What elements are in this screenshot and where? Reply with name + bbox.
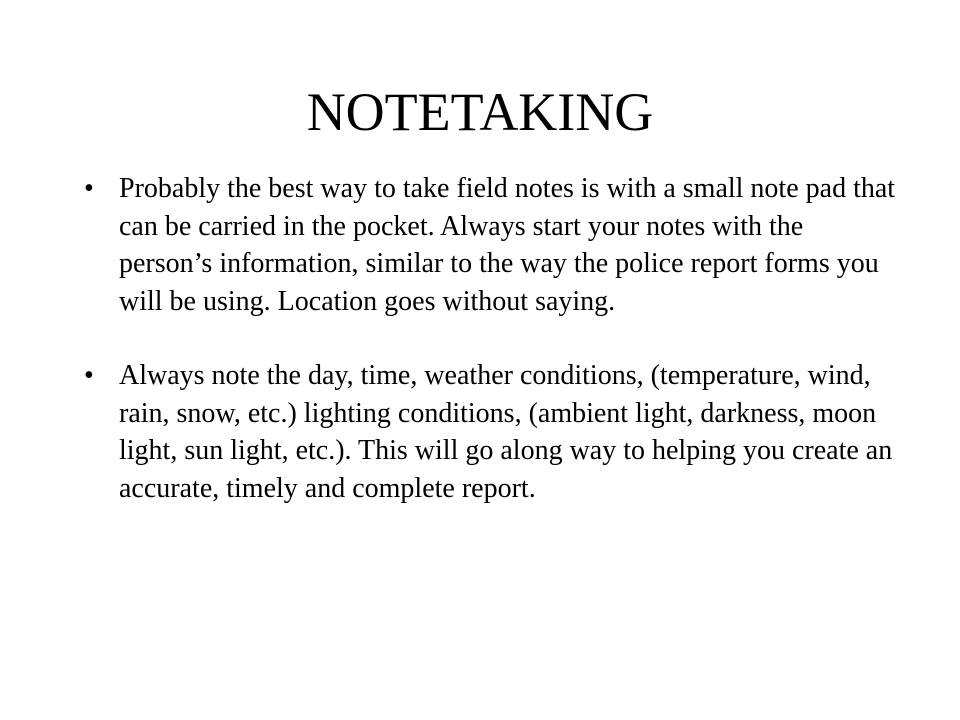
bullet-text-1: Probably the best way to take field notes is with a small note pad that can be carried in the pocket. Always start your notes with the person’s information, similar to the way the police report forms you will be using. Location goes without saying. — [119, 173, 896, 317]
bullet-text-2: Always note the day, time, weather conditions, (temperature, wind, rain, snow, etc.) lighting conditions, (ambient light, darkness, moon light, sun light, etc.). This will go along way to helping you create an accurate, timely and complete report. — [119, 360, 893, 504]
slide-title: NOTETAKING — [306, 82, 654, 142]
bullet-item-2 — [80, 357, 900, 507]
bullet-icon: • — [84, 173, 94, 204]
bullet-list — [80, 170, 900, 544]
bullet-icon: • — [84, 360, 94, 391]
bullet-item-1 — [80, 170, 900, 320]
